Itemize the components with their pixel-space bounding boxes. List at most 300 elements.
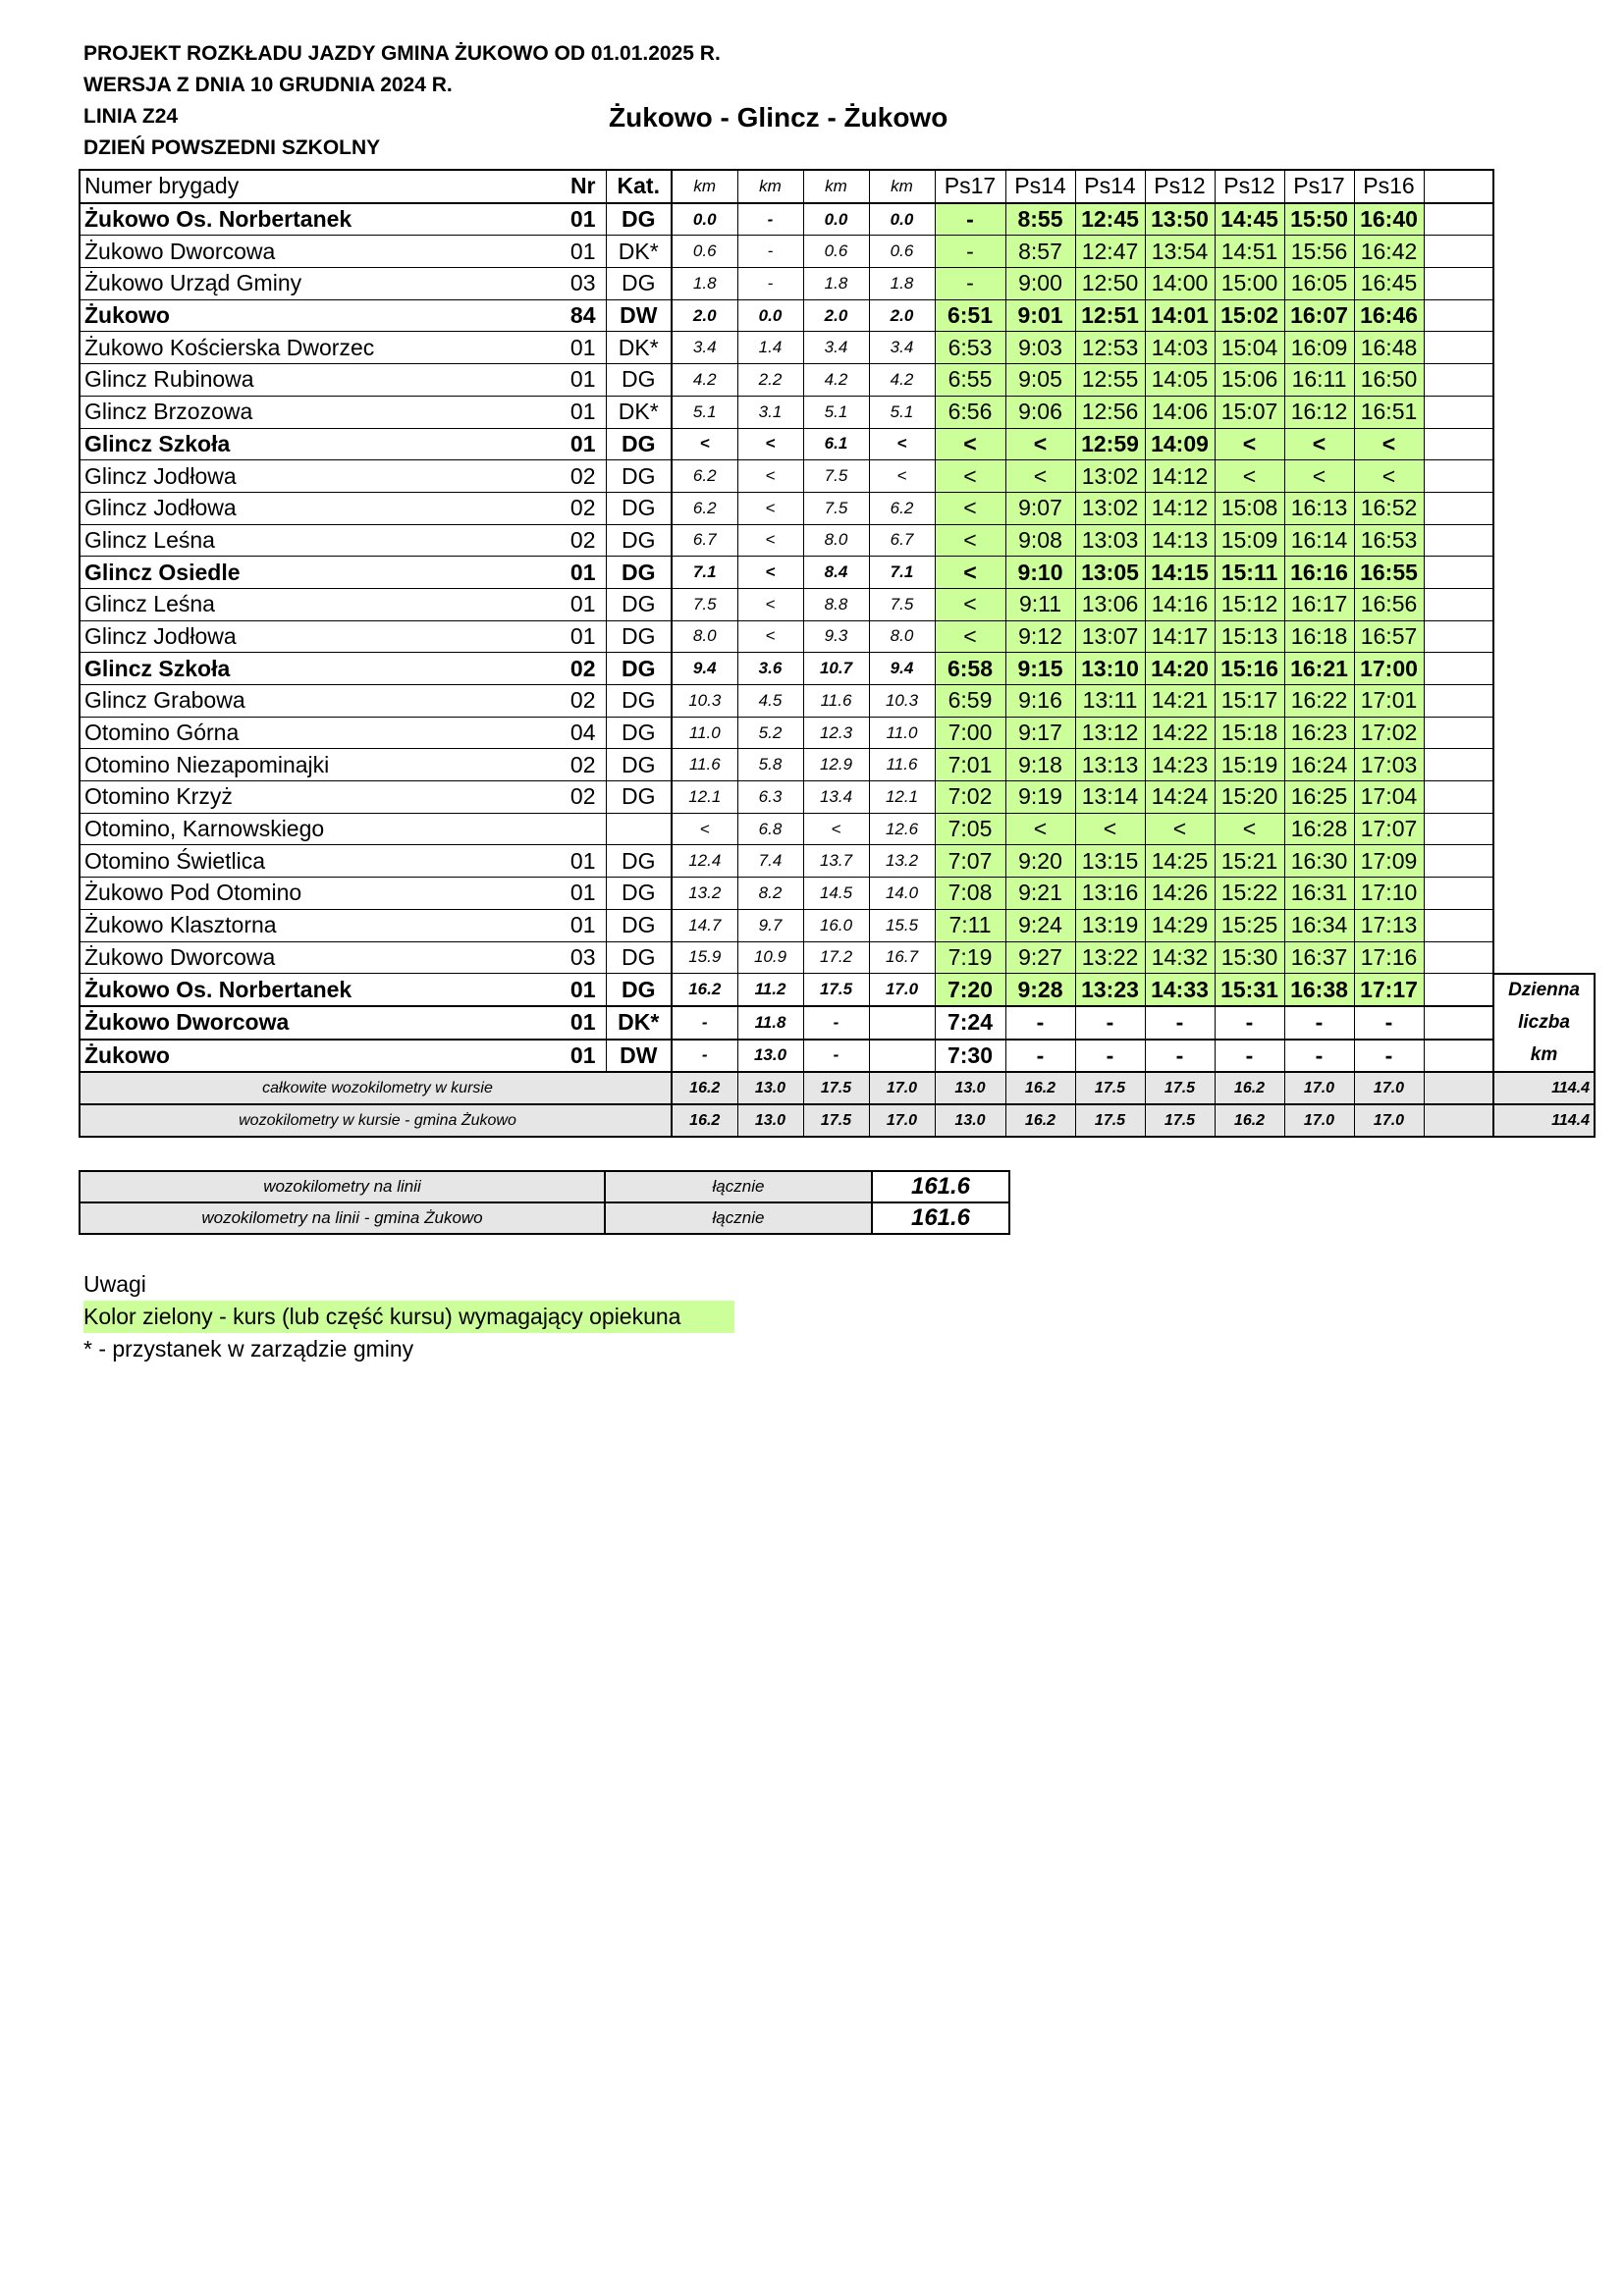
stop-nr: 01 — [492, 364, 606, 397]
departure-time: 14:03 — [1145, 332, 1215, 364]
departure-time: 16:57 — [1354, 620, 1424, 653]
timetable-row — [80, 588, 1595, 620]
departure-time: 9:00 — [1005, 268, 1075, 300]
stop-nr: 03 — [492, 268, 606, 300]
departure-time: < — [935, 428, 1005, 460]
timetable-row — [80, 685, 1595, 718]
stop-category: DG — [606, 653, 672, 685]
departure-time: 17:13 — [1354, 909, 1424, 941]
departure-time: - — [1354, 1006, 1424, 1040]
departure-time: 16:37 — [1284, 941, 1354, 974]
departure-time: 16:30 — [1284, 845, 1354, 878]
departure-time: 16:12 — [1284, 396, 1354, 428]
stop-name: Żukowo Dworcowa — [80, 236, 492, 268]
departure-time: 16:18 — [1284, 620, 1354, 653]
departure-time: 16:38 — [1284, 974, 1354, 1006]
departure-time: 16:46 — [1354, 299, 1424, 332]
timetable-row — [80, 557, 1595, 589]
departure-time: 13:22 — [1075, 941, 1145, 974]
stop-name: Żukowo Dworcowa — [80, 1006, 492, 1040]
line-km-row — [80, 1202, 1009, 1234]
stop-km: 6.2 — [672, 492, 737, 524]
stop-km: 17.0 — [869, 974, 935, 1006]
departure-time: 16:09 — [1284, 332, 1354, 364]
departure-time: 14:51 — [1215, 236, 1284, 268]
stop-km: 4.2 — [869, 364, 935, 397]
departure-time: 15:08 — [1215, 492, 1284, 524]
departure-time: 16:11 — [1284, 364, 1354, 397]
header-brigade: Ps12 — [1145, 170, 1215, 203]
summary-trip-km: 13.0 — [935, 1072, 1005, 1104]
stop-km: 1.4 — [737, 332, 803, 364]
daily-km-spacer — [1493, 268, 1595, 300]
daily-km-spacer — [1493, 396, 1595, 428]
departure-time — [1424, 653, 1493, 685]
timetable-row — [80, 781, 1595, 814]
departure-time: 16:31 — [1284, 878, 1354, 910]
stop-km: 7.4 — [737, 845, 803, 878]
departure-time: 9:20 — [1005, 845, 1075, 878]
stop-km: 2.0 — [803, 299, 869, 332]
header-brigade — [1424, 170, 1493, 203]
header-kat: Kat. — [606, 170, 672, 203]
departure-time: 9:01 — [1005, 299, 1075, 332]
stop-category: DG — [606, 492, 672, 524]
departure-time: 7:00 — [935, 717, 1005, 749]
daily-km-spacer — [1493, 813, 1595, 845]
departure-time: 15:17 — [1215, 685, 1284, 718]
timetable-row — [80, 332, 1595, 364]
departure-time: 15:22 — [1215, 878, 1284, 910]
notes-green-legend: Kolor zielony - kurs (lub część kursu) wymagający opiekuna — [83, 1301, 734, 1333]
stop-nr: 02 — [492, 749, 606, 781]
departure-time: 15:18 — [1215, 717, 1284, 749]
departure-time: 17:02 — [1354, 717, 1424, 749]
daily-km-spacer — [1493, 781, 1595, 814]
timetable-row — [80, 620, 1595, 653]
stop-km: 15.9 — [672, 941, 737, 974]
departure-time: 17:03 — [1354, 749, 1424, 781]
header-km: km — [672, 170, 737, 203]
stop-category: DG — [606, 749, 672, 781]
daily-km-spacer — [1493, 941, 1595, 974]
stop-category: DG — [606, 717, 672, 749]
departure-time — [1424, 203, 1493, 236]
header-km: km — [803, 170, 869, 203]
summary-trip-km: 17.0 — [1354, 1072, 1424, 1104]
stop-name: Otomino Górna — [80, 717, 492, 749]
departure-time: 6:56 — [935, 396, 1005, 428]
departure-time: 6:53 — [935, 332, 1005, 364]
summary-km: 17.0 — [869, 1072, 935, 1104]
departure-time: 14:23 — [1145, 749, 1215, 781]
departure-time: 15:56 — [1284, 236, 1354, 268]
stop-km: 10.3 — [672, 685, 737, 718]
line-km-table — [79, 1170, 1010, 1235]
departure-time: 17:01 — [1354, 685, 1424, 718]
departure-time: 17:07 — [1354, 813, 1424, 845]
departure-time: 13:50 — [1145, 203, 1215, 236]
departure-time: 9:17 — [1005, 717, 1075, 749]
stop-category: DG — [606, 941, 672, 974]
departure-time: 15:19 — [1215, 749, 1284, 781]
stop-name: Glincz Szkoła — [80, 428, 492, 460]
departure-time: 12:53 — [1075, 332, 1145, 364]
daily-km-spacer — [1493, 620, 1595, 653]
timetable-row — [80, 845, 1595, 878]
departure-time: - — [1215, 1006, 1284, 1040]
doc-version: WERSJA Z DNIA 10 GRUDNIA 2024 R. — [83, 74, 453, 96]
daily-km-spacer — [1493, 364, 1595, 397]
stop-km: 0.0 — [869, 203, 935, 236]
departure-time — [1424, 813, 1493, 845]
stop-km: 7.5 — [803, 492, 869, 524]
departure-time: 7:07 — [935, 845, 1005, 878]
departure-time: 13:54 — [1145, 236, 1215, 268]
departure-time: 9:10 — [1005, 557, 1075, 589]
stop-name: Otomino Niezapominajki — [80, 749, 492, 781]
stop-km: 1.8 — [672, 268, 737, 300]
departure-time: 17:04 — [1354, 781, 1424, 814]
summary-km: 16.2 — [672, 1104, 737, 1137]
departure-time: 12:50 — [1075, 268, 1145, 300]
departure-time — [1424, 717, 1493, 749]
timetable-row — [80, 364, 1595, 397]
departure-time: - — [935, 203, 1005, 236]
departure-time — [1424, 1040, 1493, 1073]
departure-time: 9:08 — [1005, 524, 1075, 557]
stop-km: 15.5 — [869, 909, 935, 941]
day-type: DZIEŃ POWSZEDNI SZKOLNY — [83, 136, 381, 159]
departure-time: < — [1005, 813, 1075, 845]
departure-time: 7:08 — [935, 878, 1005, 910]
stop-category: DK* — [606, 396, 672, 428]
stop-km: 13.2 — [869, 845, 935, 878]
departure-time — [1424, 428, 1493, 460]
departure-time: 7:02 — [935, 781, 1005, 814]
departure-time: 14:32 — [1145, 941, 1215, 974]
summary-trip-km: 17.0 — [1354, 1104, 1424, 1137]
stop-km: 11.6 — [803, 685, 869, 718]
stop-km: < — [737, 557, 803, 589]
departure-time: 13:02 — [1075, 492, 1145, 524]
departure-time: 7:05 — [935, 813, 1005, 845]
timetable-row — [80, 974, 1595, 1006]
stop-km: 11.0 — [672, 717, 737, 749]
doc-title: PROJEKT ROZKŁADU JAZDY GMINA ŻUKOWO OD 01.01.2025 R. — [83, 42, 721, 65]
departure-time: 16:24 — [1284, 749, 1354, 781]
stop-km: - — [672, 1040, 737, 1073]
stop-km: 16.0 — [803, 909, 869, 941]
stop-name: Glincz Rubinowa — [80, 364, 492, 397]
header-brigade: Ps12 — [1215, 170, 1284, 203]
stop-nr: 02 — [492, 685, 606, 718]
stop-name: Glincz Jodłowa — [80, 460, 492, 493]
stop-km: 6.2 — [869, 492, 935, 524]
stop-category: DG — [606, 878, 672, 910]
departure-time: 15:11 — [1215, 557, 1284, 589]
stop-km: 17.5 — [803, 974, 869, 1006]
departure-time: 15:21 — [1215, 845, 1284, 878]
departure-time: - — [1145, 1006, 1215, 1040]
departure-time: 7:19 — [935, 941, 1005, 974]
stop-category: DW — [606, 1040, 672, 1073]
stop-km: 6.2 — [672, 460, 737, 493]
header-km: km — [737, 170, 803, 203]
departure-time — [1424, 974, 1493, 1006]
timetable-row — [80, 717, 1595, 749]
timetable-row — [80, 941, 1595, 974]
stop-km: 8.8 — [803, 588, 869, 620]
departure-time: 16:16 — [1284, 557, 1354, 589]
stop-km: 7.5 — [803, 460, 869, 493]
summary-trip-km: 16.2 — [1005, 1104, 1075, 1137]
stop-km: < — [869, 460, 935, 493]
daily-km-spacer — [1493, 492, 1595, 524]
timetable-row — [80, 909, 1595, 941]
departure-time: < — [1354, 460, 1424, 493]
stop-km: - — [803, 1040, 869, 1073]
timetable-row — [80, 813, 1595, 845]
stop-km: 5.1 — [869, 396, 935, 428]
departure-time: 9:05 — [1005, 364, 1075, 397]
stop-km: 6.1 — [803, 428, 869, 460]
stop-km: 16.2 — [672, 974, 737, 1006]
stop-nr: 02 — [492, 492, 606, 524]
stop-nr: 02 — [492, 460, 606, 493]
departure-time: < — [1005, 428, 1075, 460]
stop-km: 2.0 — [869, 299, 935, 332]
departure-time: 16:13 — [1284, 492, 1354, 524]
departure-time: 16:17 — [1284, 588, 1354, 620]
departure-time: 15:07 — [1215, 396, 1284, 428]
departure-time: < — [1215, 813, 1284, 845]
stop-name: Glincz Szkoła — [80, 653, 492, 685]
departure-time — [1424, 364, 1493, 397]
header-nr: Nr — [492, 170, 606, 203]
departure-time: 14:05 — [1145, 364, 1215, 397]
stop-name: Żukowo Os. Norbertanek — [80, 203, 492, 236]
daily-km-spacer — [1493, 299, 1595, 332]
stop-km: 0.0 — [803, 203, 869, 236]
stop-km: 0.6 — [803, 236, 869, 268]
summary-km: 13.0 — [737, 1072, 803, 1104]
stop-km: 9.3 — [803, 620, 869, 653]
stop-km: 8.4 — [803, 557, 869, 589]
departure-time: < — [1005, 460, 1075, 493]
departure-time: 9:24 — [1005, 909, 1075, 941]
departure-time: < — [935, 557, 1005, 589]
stop-km: < — [737, 428, 803, 460]
departure-time: 9:15 — [1005, 653, 1075, 685]
route-title: Żukowo - Glincz - Żukowo — [609, 102, 948, 133]
departure-time: 14:17 — [1145, 620, 1215, 653]
notes-star-legend: * - przystanek w zarządzie gminy — [83, 1336, 414, 1362]
stop-km: 3.4 — [803, 332, 869, 364]
stop-nr — [492, 813, 606, 845]
departure-time: 13:06 — [1075, 588, 1145, 620]
stop-km: 16.7 — [869, 941, 935, 974]
stop-category: DK* — [606, 332, 672, 364]
departure-time: 16:22 — [1284, 685, 1354, 718]
stop-category: DG — [606, 620, 672, 653]
stop-nr: 01 — [492, 396, 606, 428]
daily-km-spacer — [1493, 717, 1595, 749]
departure-time: 16:14 — [1284, 524, 1354, 557]
stop-km: < — [737, 588, 803, 620]
summary-trip-km: 17.5 — [1145, 1072, 1215, 1104]
departure-time: 15:25 — [1215, 909, 1284, 941]
departure-time: 7:01 — [935, 749, 1005, 781]
departure-time — [1424, 492, 1493, 524]
departure-time: 9:19 — [1005, 781, 1075, 814]
summary-km: 17.0 — [869, 1104, 935, 1137]
summary-trip-km: 13.0 — [935, 1104, 1005, 1137]
departure-time: 14:25 — [1145, 845, 1215, 878]
summary-trip-km: 17.5 — [1075, 1072, 1145, 1104]
stop-nr: 01 — [492, 557, 606, 589]
timetable-row — [80, 1040, 1595, 1073]
stop-km: 9.7 — [737, 909, 803, 941]
departure-time: 6:55 — [935, 364, 1005, 397]
stop-km: 14.7 — [672, 909, 737, 941]
stop-category — [606, 813, 672, 845]
stop-km: 10.7 — [803, 653, 869, 685]
stop-km — [869, 1040, 935, 1073]
stop-km: < — [803, 813, 869, 845]
departure-time: 15:04 — [1215, 332, 1284, 364]
timetable-row — [80, 396, 1595, 428]
summary-trip-km: 16.2 — [1215, 1072, 1284, 1104]
departure-time: < — [1075, 813, 1145, 845]
departure-time: 12:51 — [1075, 299, 1145, 332]
departure-time: 13:07 — [1075, 620, 1145, 653]
timetable-row — [80, 1006, 1595, 1040]
departure-time: 13:14 — [1075, 781, 1145, 814]
departure-time: 12:45 — [1075, 203, 1145, 236]
departure-time: 16:53 — [1354, 524, 1424, 557]
stop-km: 12.3 — [803, 717, 869, 749]
stop-category: DG — [606, 203, 672, 236]
departure-time: 13:15 — [1075, 845, 1145, 878]
stop-km: 14.5 — [803, 878, 869, 910]
stop-name: Otomino, Karnowskiego — [80, 813, 492, 845]
stop-nr: 01 — [492, 845, 606, 878]
stop-km: 8.0 — [672, 620, 737, 653]
departure-time: 15:20 — [1215, 781, 1284, 814]
departure-time: 9:07 — [1005, 492, 1075, 524]
stop-km: 4.2 — [672, 364, 737, 397]
departure-time — [1424, 557, 1493, 589]
header-brigade: Ps14 — [1075, 170, 1145, 203]
daily-km-spacer — [1493, 203, 1595, 236]
departure-time: 13:16 — [1075, 878, 1145, 910]
departure-time: 15:00 — [1215, 268, 1284, 300]
departure-time: - — [1354, 1040, 1424, 1073]
departure-time: 9:27 — [1005, 941, 1075, 974]
departure-time — [1424, 909, 1493, 941]
departure-time: 8:57 — [1005, 236, 1075, 268]
daily-km-label: km — [1493, 1040, 1595, 1073]
stop-km: 1.8 — [869, 268, 935, 300]
departure-time: 17:16 — [1354, 941, 1424, 974]
departure-time: 16:55 — [1354, 557, 1424, 589]
summary-trip-km — [1424, 1072, 1493, 1104]
departure-time: 15:31 — [1215, 974, 1284, 1006]
summary-km: 16.2 — [672, 1072, 737, 1104]
departure-time: 16:48 — [1354, 332, 1424, 364]
summary-row — [80, 1104, 1595, 1137]
stop-km: 0.6 — [672, 236, 737, 268]
summary-total: 114.4 — [1493, 1104, 1595, 1137]
line-km-value: 161.6 — [872, 1202, 1009, 1234]
daily-km-spacer — [1493, 845, 1595, 878]
timetable-row — [80, 460, 1595, 493]
stop-nr: 01 — [492, 203, 606, 236]
stop-nr: 01 — [492, 974, 606, 1006]
departure-time: 14:20 — [1145, 653, 1215, 685]
departure-time: < — [1215, 428, 1284, 460]
departure-time: 8:55 — [1005, 203, 1075, 236]
header-name: Numer brygady — [80, 170, 492, 203]
line-km-row — [80, 1171, 1009, 1202]
stop-km: 4.2 — [803, 364, 869, 397]
timetable-row — [80, 203, 1595, 236]
stop-km: - — [737, 236, 803, 268]
departure-time: 7:24 — [935, 1006, 1005, 1040]
timetable-row — [80, 428, 1595, 460]
departure-time — [1424, 236, 1493, 268]
stop-name: Glincz Grabowa — [80, 685, 492, 718]
line-km-value: 161.6 — [872, 1171, 1009, 1202]
stop-km: 13.4 — [803, 781, 869, 814]
stop-km: 11.8 — [737, 1006, 803, 1040]
departure-time — [1424, 460, 1493, 493]
stop-nr: 01 — [492, 878, 606, 910]
departure-time: - — [1284, 1006, 1354, 1040]
summary-km: 17.5 — [803, 1072, 869, 1104]
departure-time: 9:03 — [1005, 332, 1075, 364]
summary-trip-km: 17.5 — [1145, 1104, 1215, 1137]
departure-time: - — [1215, 1040, 1284, 1073]
summary-row — [80, 1072, 1595, 1104]
departure-time: 13:10 — [1075, 653, 1145, 685]
stop-km: 8.2 — [737, 878, 803, 910]
timetable-row — [80, 299, 1595, 332]
departure-time — [1424, 268, 1493, 300]
departure-time: 9:11 — [1005, 588, 1075, 620]
timetable-row — [80, 236, 1595, 268]
departure-time: 14:16 — [1145, 588, 1215, 620]
stop-category: DG — [606, 364, 672, 397]
daily-km-spacer — [1493, 557, 1595, 589]
departure-time: < — [935, 588, 1005, 620]
stop-category: DW — [606, 299, 672, 332]
stop-km: 13.0 — [737, 1040, 803, 1073]
departure-time: 7:20 — [935, 974, 1005, 1006]
departure-time: 12:59 — [1075, 428, 1145, 460]
departure-time: 15:16 — [1215, 653, 1284, 685]
departure-time: 17:09 — [1354, 845, 1424, 878]
line-number: LINIA Z24 — [83, 105, 179, 128]
departure-time: 16:56 — [1354, 588, 1424, 620]
departure-time: 16:34 — [1284, 909, 1354, 941]
departure-time: < — [935, 524, 1005, 557]
stop-category: DG — [606, 524, 672, 557]
departure-time: 16:28 — [1284, 813, 1354, 845]
stop-nr: 01 — [492, 332, 606, 364]
stop-km: - — [803, 1006, 869, 1040]
